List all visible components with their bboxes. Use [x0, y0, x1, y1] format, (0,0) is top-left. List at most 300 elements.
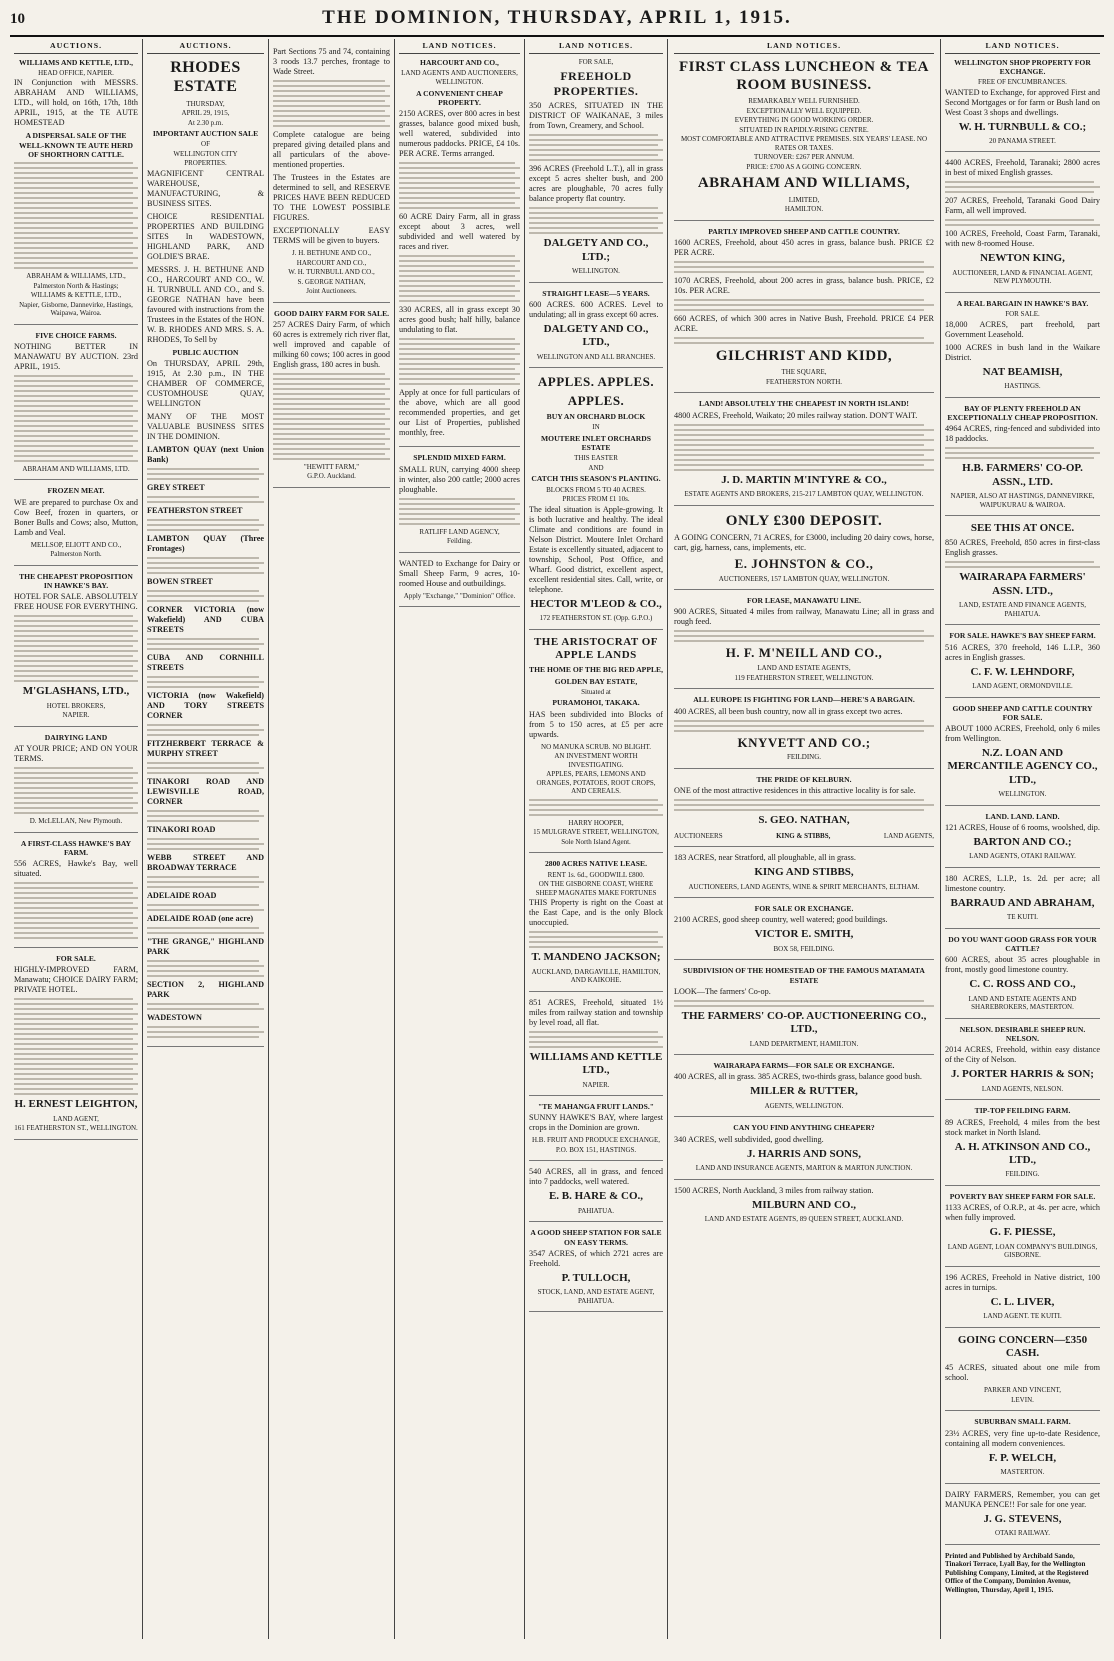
ad-body: 2150 ACRES, over 800 acres in best grasses, balance good mixed bush, well watered, subdivided into numerous paddocks. PRICE, £4 10s. PER ACRE. Terms arranged. [399, 109, 520, 159]
street-item: TINAKORI ROAD AND LEWISVILLE ROAD, CORNER [147, 777, 264, 807]
ad-address: WELLINGTON. [572, 267, 620, 276]
text-lines [147, 810, 264, 822]
ad-address: AUCTIONEERS, 157 LAMBTON QUAY, WELLINGTON. [718, 574, 890, 583]
ad-footer-row [674, 831, 934, 842]
columns [10, 39, 1104, 1639]
text-lines [674, 799, 934, 811]
ad-body: 18,000 ACRES, part freehold, part Government Leasehold. [945, 319, 1100, 339]
ad-address: LAND AND INSURANCE AGENTS, MARTON & MARTON JUNCTION. [695, 1164, 913, 1172]
ad-body: 1600 ACRES, Freehold, about 450 acres in grass, balance bush. PRICE £2 PER ACRE. [674, 237, 934, 257]
ad-advertiser: Apply "Exchange," "Dominion" Office. [403, 591, 516, 600]
ad-body: 183 ACRES, near Stratford, all ploughable, all in grass. [674, 853, 856, 863]
street-item: SECTION 2, HIGHLAND PARK [147, 980, 264, 1000]
ad-address: Palmerston North & Hastings; [33, 281, 119, 290]
page-number: 10 [10, 11, 25, 27]
ad-address: HASTINGS. [1004, 382, 1041, 391]
advert-hare [529, 1167, 663, 1222]
advert-frozen-meat [14, 486, 138, 565]
text-lines [147, 960, 264, 977]
ad-advertiser: WILLIAMS AND KETTLE LTD., [529, 1050, 663, 1077]
column-4 [395, 39, 525, 1639]
ad-line: CATCH THIS SEASON'S PLANTING. [531, 474, 661, 484]
ad-line: PURAMOHOI, TAKAKA. [552, 698, 640, 708]
ad-heading: A FIRST-CLASS HAWKE'S BAY FARM. [20, 838, 132, 857]
advert-bay-of-plenty [945, 404, 1100, 516]
ad-body: WANTED to Exchange, for approved First and Second Mortgages or for farm or Bush land on West Coast 3 shops and dwellings. [945, 87, 1100, 117]
text-lines [147, 838, 264, 850]
street-item: BOWEN STREET [147, 577, 213, 587]
ad-advertiser: BARRAUD AND ABRAHAM, [950, 896, 1095, 909]
ad-body: DAIRY FARMERS, Remember, you can get MANUKA PENCE!! For sale for one year. [945, 1489, 1100, 1509]
ad-heading: ALL EUROPE IS FIGHTING FOR LAND—HERE'S A BARGAIN. [693, 695, 915, 705]
ad-address: AGENTS, WELLINGTON. [764, 1101, 844, 1110]
ad-body: 516 ACRES, 370 freehold, 146 L.I.P., 360 acres in English grasses. [945, 642, 1100, 662]
ad-address: STOCK, LAND, AND ESTATE AGENT, PAHIATUA. [537, 1288, 655, 1305]
ad-line: WELLINGTON CITY [173, 149, 238, 158]
advert-native-lease [529, 859, 663, 991]
column-header: AUCTIONS. [14, 41, 138, 54]
ad-body: 4964 ACRES, ring-fenced and subdivided into 18 paddocks. [945, 424, 1100, 444]
ad-body: 1133 ACRES, of O.R.P., at 4s. per acre, which when fully improved. [945, 1203, 1100, 1223]
ad-line: PRICES FROM £1 10s. [562, 495, 630, 504]
advert-te-mahanga [529, 1102, 663, 1161]
text-lines [674, 424, 934, 471]
ad-body: MANY OF THE MOST VALUABLE BUSINESS SITES IN THE DOMINION. [147, 412, 264, 442]
street-item: LAMBTON QUAY (next Union Bank) [147, 445, 264, 465]
ad-address: 15 MULGRAVE STREET, WELLINGTON, [533, 828, 659, 837]
text-lines [399, 255, 520, 302]
ad-address: TE KUITI. [1006, 913, 1039, 922]
ad-title: SEE THIS AT ONCE. [970, 522, 1075, 535]
ad-advertiser: J. H. BETHUNE AND CO., [292, 249, 371, 257]
text-lines [674, 261, 934, 273]
advert-dairying [14, 733, 138, 833]
text-lines [399, 162, 520, 209]
ad-body: Complete catalogue are being prepared giving detailed plans and all particulars of the above-mentioned properties. [273, 130, 390, 169]
street-item: FITZHERBERT TERRACE & MURPHY STREET [147, 739, 264, 759]
ad-line: ON THE GISBORNE COAST, WHERE SHEEP MAGNATES MAKE FORTUNES [535, 880, 657, 897]
ad-body: HIGHLY-IMPROVED FARM, Manawatu; CHOICE DAIRY FARM; PRIVATE HOTEL. [14, 965, 138, 995]
advert-nelson [945, 1025, 1100, 1100]
ad-body: 100 ACRES, Freehold, Coast Farm, Taranaki, with new 8-roomed House. [945, 229, 1100, 249]
ad-body: 1070 ACRES, Freehold, about 200 acres in grass, balance bush. PRICE, £2 10s. PER ACRE. [674, 275, 934, 295]
ad-body: 660 ACRES, of which 300 acres in Native Bush, Freehold. PRICE £4 PER ACRE. [674, 313, 934, 333]
ad-advertiser: MILLER & RUTTER, [750, 1085, 858, 1098]
ad-advertiser: H. ERNEST LEIGHTON, [14, 1098, 138, 1111]
street-item: CORNER VICTORIA (now Wakefield) AND CUBA STREETS [147, 605, 264, 635]
advert-for-sale-leighton [14, 954, 138, 1140]
ad-advertiser: J. D. MARTIN M'INTYRE & CO., [721, 473, 887, 486]
masthead [10, 6, 1104, 37]
advert-poverty-bay [945, 1192, 1100, 1267]
advert-newton-king [945, 158, 1100, 292]
ad-advertiser: GILCHRIST AND KIDD, [715, 347, 893, 364]
ad-advertiser: T. MANDENO JACKSON; [531, 951, 661, 964]
ad-body: 340 ACRES, well subdivided, good dwelling. [674, 1134, 824, 1144]
ad-address: P.O. BOX 151, HASTINGS. [555, 1145, 637, 1154]
ad-address: 161 FEATHERSTON ST., WELLINGTON. [14, 1124, 138, 1133]
ad-body: 851 ACRES, Freehold, situated 1½ miles from railway station and township by level road, all flat. [529, 997, 663, 1027]
advert-suburban [945, 1417, 1100, 1483]
ad-address: LAND AGENT, LOAN COMPANY'S BUILDINGS, GISBORNE. [947, 1242, 1098, 1260]
ad-body: 540 ACRES, all in grass, and fenced into 7 paddocks, well watered. [529, 1167, 663, 1187]
text-lines [529, 931, 663, 948]
street-item: WADESTOWN [147, 1013, 202, 1023]
text-lines [147, 1026, 264, 1038]
ad-title: APPLES. APPLES. [537, 374, 655, 390]
ad-heading: SUBURBAN SMALL FARM. [974, 1417, 1071, 1427]
text-lines [147, 557, 264, 574]
ad-advertiser: VICTOR E. SMITH, [754, 928, 854, 941]
advert-europe [674, 695, 934, 769]
ad-address: LAND AGENTS, [883, 831, 934, 840]
text-lines [147, 496, 264, 503]
ad-advertiser: ABRAHAM AND WILLIAMS, [697, 175, 911, 192]
ad-advertiser: H.B. FRUIT AND PRODUCE EXCHANGE, [531, 1136, 661, 1145]
ad-heading: THE CHEAPEST PROPOSITION IN HAWKE'S BAY. [19, 571, 133, 591]
ad-body: 600 ACRES. 600 ACRES. Level to undulating; all in grass except 60 acres. [529, 299, 663, 319]
ad-address: NAPIER, ALSO AT HASTINGS, DANNEVIRKE, WAIPUKURAU & WAIROA. [950, 491, 1095, 509]
ad-line: LAND AGENTS AND AUCTIONEERS, [401, 68, 518, 77]
text-lines [14, 162, 138, 269]
advert-deposit [674, 512, 934, 591]
ad-advertiser: HARCOURT AND CO., [296, 258, 367, 267]
ad-body: 396 ACRES (Freehold L.T.), all in grass except 5 acres shelter bush, and 200 acres are ploughable, 70 acres fully balance property flat country. [529, 164, 663, 204]
text-lines [945, 447, 1100, 459]
ad-body: 400 ACRES, all in grass. 385 ACRES, two-thirds grass, balance good bush. [674, 1072, 922, 1082]
ad-address: THE SQUARE, [781, 368, 827, 377]
advert-stratford [674, 853, 934, 898]
ad-line: HEAD OFFICE, NAPIER. [38, 68, 114, 77]
ad-heading: A GOOD SHEEP STATION FOR SALE ON EASY TERMS. [530, 1228, 662, 1247]
advert-exchange [399, 559, 520, 608]
ad-body: MAGNIFICENT CENTRAL WAREHOUSE, MANUFACTURING, & BUSINESS SITES. [147, 168, 264, 208]
text-lines [674, 720, 934, 732]
ad-line: SITUATED IN RAPIDLY-RISING CENTRE. [739, 125, 869, 134]
advert-wairarapa [674, 1061, 934, 1117]
street-item: "THE GRANGE," HIGHLAND PARK [147, 937, 264, 957]
column-7 [941, 39, 1104, 1639]
ad-advertiser: E. JOHNSTON & CO., [734, 555, 874, 571]
ad-address: WELLINGTON AND ALL BRANCHES. [536, 352, 656, 361]
ad-advertiser: THE FARMERS' CO-OP. AUCTIONEERING CO., LTD., [681, 1009, 927, 1036]
ad-line: EXCEPTIONALLY WELL EQUIPPED. [746, 106, 862, 115]
ad-address: Palmerston North. [50, 550, 102, 559]
column-6 [668, 39, 941, 1639]
ad-advertiser: M'GLASHANS, LTD., [22, 685, 130, 698]
advert-stevens [945, 1490, 1100, 1545]
ad-advertiser: D. McLELLAN, New Plymouth. [29, 817, 123, 825]
ad-address: 119 FEATHERSTON STREET, WELLINGTON. [734, 673, 874, 682]
text-lines [529, 134, 663, 161]
ad-body: 556 ACRES, Hawke's Bay, well situated. [14, 859, 138, 879]
ad-heading: SPLENDID MIXED FARM. [413, 453, 506, 463]
ad-advertiser: F. P. WELCH, [988, 1451, 1057, 1464]
ad-title: GOING CONCERN—£350 CASH. [957, 1333, 1088, 1359]
text-lines [147, 762, 264, 774]
advert-harcourt [399, 58, 520, 448]
ad-address: BOX 58, FEILDING. [773, 944, 835, 953]
ad-advertiser: P. TULLOCH, [561, 1271, 631, 1284]
ad-line: PRICE: £700 AS A GOING CONCERN. [746, 162, 862, 171]
ad-body: SMALL RUN, carrying 4000 sheep in winter, also 200 cattle; 2000 acres ploughable. [399, 464, 520, 494]
ad-heading: FOR LEASE, MANAWATU LINE. [747, 596, 861, 606]
ad-line: NO MANUKA SCRUB. NO BLIGHT. [541, 742, 651, 751]
ad-address: HOTEL BROKERS, [46, 701, 106, 710]
column-header: LAND NOTICES. [945, 41, 1100, 54]
ad-body: ONE of the most attractive residences in this attractive locality is for sale. [674, 786, 916, 796]
ad-body: Part Sections 75 and 74, containing 3 roods 13.7 perches, frontage to Wade Street. [273, 47, 390, 76]
ad-line: PROPERTIES. [184, 159, 227, 168]
ad-advertiser: "HEWITT FARM," [303, 462, 360, 471]
ad-body: 900 ACRES, Situated 4 miles from railway, Manawatu Line; all in grass and rough feed. [674, 607, 934, 627]
ad-body: 2100 ACRES, good sheep country, well watered; good buildings. [674, 915, 888, 925]
ad-address: WELLINGTON. [998, 790, 1047, 799]
ad-heading: FOR SALE. [56, 954, 96, 964]
ad-advertiser: E. B. HARE & CO., [548, 1190, 644, 1203]
ad-address: G.P.O. Auckland. [307, 472, 356, 481]
ad-title: RHODES ESTATE [170, 58, 241, 96]
ad-line: REMARKABLY WELL FURNISHED. [748, 97, 860, 106]
advert-sale-exchange [674, 904, 934, 960]
ad-heading: CAN YOU FIND ANYTHING CHEAPER? [733, 1123, 875, 1133]
advert-barraud [945, 874, 1100, 929]
column-header: LAND NOTICES. [529, 41, 663, 54]
text-lines [14, 882, 138, 939]
advert-dairy-farm [273, 309, 390, 488]
ad-address: FEATHERSTON NORTH. [765, 377, 843, 386]
text-lines [147, 876, 264, 888]
ad-address: Joint Auctioneers. [306, 287, 357, 296]
ad-heading: GOOD DAIRY FARM FOR SALE. [273, 308, 390, 318]
advert-wk-851 [529, 998, 663, 1096]
ad-title: ONLY £300 DEPOSIT. [725, 512, 883, 529]
ad-address: NAPIER. [582, 1080, 610, 1089]
column-header: AUCTIONS. [147, 41, 264, 54]
column-3 [269, 39, 395, 1639]
ad-heading: 2800 ACRES NATIVE LEASE. [545, 859, 647, 869]
ad-body: 850 ACRES, Freehold, 850 acres in first-class English grasses. [945, 538, 1100, 558]
ad-line: FOR SALE. [1005, 310, 1040, 319]
ad-heading: POVERTY BAY SHEEP FARM FOR SALE. [949, 1191, 1096, 1201]
ad-body: HAS been subdivided into Blocks of from 5 to 150 acres, at £5 per acre upwards. [529, 709, 663, 739]
ad-address: LAND AND ESTATE AGENTS, [757, 664, 851, 673]
ad-heading: SUBDIVISION OF THE HOMESTEAD OF THE FAMOUS MATAMATA ESTATE [683, 966, 925, 985]
text-lines [14, 998, 138, 1095]
street-item: VICTORIA (now Wakefield) AND TORY STREETS CORNER [147, 691, 264, 721]
ad-address: LAND DEPARTMENT, HAMILTON. [749, 1039, 859, 1048]
text-lines [945, 181, 1100, 193]
advert-hawkes-bay-farm [14, 839, 138, 949]
text-lines [147, 676, 264, 688]
advert-lehndorf [945, 631, 1100, 697]
ad-body: 600 ACRES, about 35 acres ploughable in front, mostly good limestone country. [945, 955, 1100, 975]
ad-address: 172 FEATHERSTON ST. (Opp. G.P.O.) [539, 614, 653, 622]
advert-apples [529, 374, 663, 629]
column-1 [10, 39, 143, 1639]
ad-advertiser: NEWTON KING, [980, 252, 1065, 265]
ad-advertiser: KING & STIBBS, [776, 831, 831, 840]
advert-rhodes-estate [147, 58, 264, 1048]
ad-advertiser: WILLIAMS & KETTLE, LTD., [30, 291, 122, 300]
text-lines [529, 207, 663, 234]
ad-line: WILLIAMS AND KETTLE, LTD., [18, 57, 134, 67]
ad-body: 23½ ACRES, very fine up-to-date Residence, containing all modern conveniences. [945, 1428, 1100, 1448]
ad-advertiser: S. GEORGE NATHAN, [297, 277, 366, 286]
ad-body: 400 ACRES, all been bush country, now all in grass except two acres. [674, 706, 903, 716]
text-lines [945, 561, 1100, 568]
ad-address: LIMITED, [788, 195, 820, 204]
ad-heading: A CONVENIENT CHEAP PROPERTY. [416, 88, 503, 108]
ad-address: FEILDING. [786, 753, 822, 762]
ad-body: WE are prepared to purchase Ox and Cow Beef, frozen in quarters, or Boner Bulls and Cows; also, Mutton, Lamb and Veal. [14, 497, 138, 537]
ad-heading: "TE MAHANGA FRUIT LANDS." [538, 1102, 654, 1112]
street-item: ADELAIDE ROAD (one acre) [147, 914, 254, 924]
ad-body: CHOICE RESIDENTIAL PROPERTIES AND BUILDING SITES In WADESTOWN, HIGHLAND PARK, AND GOLDIE'S BRAE. [147, 211, 264, 261]
ad-address: AUCTIONEERS [674, 831, 723, 840]
street-item: ADELAIDE ROAD [147, 891, 217, 901]
ad-heading: GOOD SHEEP AND CATTLE COUNTRY FOR SALE. [952, 703, 1093, 722]
ad-address: FEILDING. [1005, 1170, 1040, 1179]
ad-body: 3547 ACRES, of which 2721 acres are Freehold. [529, 1248, 663, 1268]
ad-body: On THURSDAY, APRIL 29th, 1915, At 2.30 p.m., IN THE CHAMBER OF COMMERCE, CUSTOMHOUSE QUAY, WELLINGTON [147, 359, 264, 409]
ad-body: EXCEPTIONALLY EASY TERMS will be given to buyers. [273, 226, 390, 245]
ad-address: LAND AGENTS, NELSON. [981, 1084, 1064, 1093]
text-lines [147, 1003, 264, 1010]
advert-matamata [674, 966, 934, 1055]
advert-cheaper [674, 1123, 934, 1179]
ad-line: EVERYTHING IN GOOD WORKING ORDER. [734, 116, 874, 125]
text-lines [147, 724, 264, 736]
advert-manawatu-lease [674, 596, 934, 689]
advert-te-aute [14, 58, 138, 325]
ad-advertiser: H. F. M'NEILL AND CO., [725, 645, 883, 661]
ad-address: 20 PANAMA STREET. [989, 136, 1056, 145]
advert-five-farms [14, 331, 138, 481]
column-header [273, 41, 390, 43]
ad-address: ESTATE AGENTS AND BROKERS, 215-217 LAMBTON QUAY, WELLINGTON. [684, 489, 924, 498]
ad-line: RENT 1s. 6d., GOODWILL £800. [547, 870, 645, 879]
ad-body: 4800 ACRES, Freehold, Waikato; 20 miles railway station. DON'T WAIT. [674, 410, 918, 420]
ad-address: LAND AND ESTATE AGENTS AND SHAREBROKERS, MASTERTON. [968, 994, 1077, 1012]
ad-body: The Trustees in the Estates are determined to sell, and RESERVE PRICES HAVE BEEN REDUCED TO THE LOWEST POSSIBLE FIGURES. [273, 173, 390, 222]
ad-line: IN [592, 423, 600, 432]
ad-body: NOTHING BETTER IN MANAWATU BY AUCTION. 23rd APRIL, 1915. [14, 341, 138, 371]
text-lines [399, 498, 520, 525]
text-lines [674, 337, 934, 344]
advert-milburn [674, 1186, 934, 1230]
ad-advertiser: DALGETY AND CO., LTD., [543, 322, 649, 349]
advert-shop-exchange [945, 58, 1100, 153]
street-item: CUBA AND CORNHILL STREETS [147, 653, 264, 673]
ad-advertiser: ABRAHAM AND WILLIAMS, LTD. [22, 464, 130, 473]
ad-body: WANTED to Exchange for Dairy or Small Sheep Farm, 9 acres, 10-roomed House and outbuildings. [399, 558, 520, 588]
text-lines [674, 1000, 934, 1007]
ad-advertiser: S. GEO. NATHAN, [758, 814, 850, 827]
street-item: LAMBTON QUAY (Three Frontages) [147, 534, 264, 554]
ad-advertiser: WAIRARAPA FARMERS' ASSN. LTD., [959, 571, 1086, 597]
text-lines [674, 299, 934, 311]
advert-liver [945, 1273, 1100, 1328]
ad-line: APRIL 29, 1915, [181, 109, 230, 118]
ad-body: AT YOUR PRICE; AND ON YOUR TERMS. [14, 744, 138, 763]
ad-body: 196 ACRES, Freehold in Native district, 100 acres in turnips. [945, 1272, 1100, 1292]
ad-heading: PARTLY IMPROVED SHEEP AND CATTLE COUNTRY. [708, 226, 900, 236]
ad-body: Apply at once for full particulars of the above, which are all good recommended properties, and get our List of Properties, published monthly, free. [399, 388, 520, 438]
ad-heading: DAIRYING LAND [44, 732, 108, 742]
ad-body: 257 ACRES Dairy Farm, of which 60 acres is extremely rich river flat, well improved and capable of milking 60 cows; 100 acres in good English grass, 180 acres in bush. [273, 319, 390, 369]
newspaper-page [10, 6, 1104, 1646]
text-lines [273, 80, 390, 127]
ad-address: NAPIER. [62, 711, 90, 720]
ad-advertiser: C. L. LIVER, [990, 1295, 1055, 1308]
ad-line: THURSDAY, [186, 99, 225, 108]
ad-advertiser: W. H. TURNBULL & CO.; [958, 120, 1087, 133]
ad-line: BUY AN ORCHARD BLOCK [546, 411, 646, 421]
ad-line: APPLES, PEARS, LEMONS AND ORANGES, POTATOES, ROOT CROPS, AND CEREALS. [536, 770, 656, 796]
street-item: TINAKORI ROAD [147, 825, 216, 835]
ad-body: THIS Property is right on the Coast at the East Cape, and is the only Block unoccupied. [529, 898, 663, 928]
ad-body: 330 ACRES, all in grass except 30 acres good bush; half hilly, balance undulating to flat. [399, 305, 520, 335]
ad-address: OTAKI RAILWAY. [995, 1529, 1050, 1537]
ad-body: 180 ACRES, L.I.P., 1s. 2d. per acre; all limestone country. [945, 873, 1100, 893]
ad-address: MASTERTON. [1000, 1468, 1045, 1477]
ad-heading: LAND. LAND. LAND. [985, 811, 1060, 821]
advert-aristocrat [529, 636, 663, 854]
advert-ross [945, 935, 1100, 1019]
ad-line: THIS EASTER [574, 454, 618, 463]
ad-advertiser: HECTOR M'LEOD & CO., [530, 597, 662, 610]
ad-advertiser: KING AND STIBBS, [754, 866, 854, 879]
ad-body: 350 ACRES, SITUATED IN THE DISTRICT OF WAIKANAE, 3 miles from Town, Creamery, and School. [529, 101, 663, 131]
ad-heading: FOR SALE OR EXCHANGE. [754, 904, 854, 914]
advert-straight-lease [529, 289, 663, 369]
advert-freehold [529, 58, 663, 283]
ad-address: LAND AGENT. TE KUITI. [983, 1312, 1062, 1320]
ad-line: AND [588, 463, 604, 472]
ad-line: AN INVESTMENT WORTH INVESTIGATING. [554, 752, 638, 769]
advert-cheapest [674, 399, 934, 505]
ad-line: FREE OF ENCUMBRANCES. [978, 78, 1067, 86]
advert-luncheon [674, 58, 934, 221]
ad-address: PAHIATUA. [577, 1206, 615, 1215]
text-lines [529, 799, 663, 816]
ad-line: FOR SALE, [578, 57, 614, 66]
advert-atkinson [945, 1106, 1100, 1186]
text-lines [147, 468, 264, 480]
text-lines [147, 904, 264, 911]
ad-body: SUNNY HAWKE'S BAY, where largest crops in the Dominion are grown. [529, 1113, 663, 1133]
ad-body: HOTEL FOR SALE. ABSOLUTELY FREE HOUSE FOR EVERYTHING. [14, 592, 138, 612]
text-lines [14, 375, 138, 462]
advert-kelburn [674, 775, 934, 847]
advert-nz-loan [945, 704, 1100, 806]
advert-tulloch [529, 1228, 663, 1312]
column-header: LAND NOTICES. [674, 41, 934, 54]
ad-heading: THE PRIDE OF KELBURN. [756, 775, 852, 784]
ad-advertiser: MELLSOP, ELIOTT AND CO., [30, 540, 122, 549]
ad-heading: PUBLIC AUCTION [172, 347, 239, 357]
ad-heading: STRAIGHT LEASE—5 YEARS. [542, 288, 650, 298]
ad-line: At 2.30 p.m. [187, 118, 224, 127]
ad-advertiser: BARTON AND CO.; [973, 836, 1072, 848]
advert-real-bargain [945, 299, 1100, 398]
advert-barton [945, 812, 1100, 868]
advert-rhodes-continued [273, 47, 390, 303]
text-lines [399, 338, 520, 385]
ad-body: 1000 ACRES in bush land in the Waikare District. [945, 342, 1100, 362]
text-lines [273, 373, 390, 460]
